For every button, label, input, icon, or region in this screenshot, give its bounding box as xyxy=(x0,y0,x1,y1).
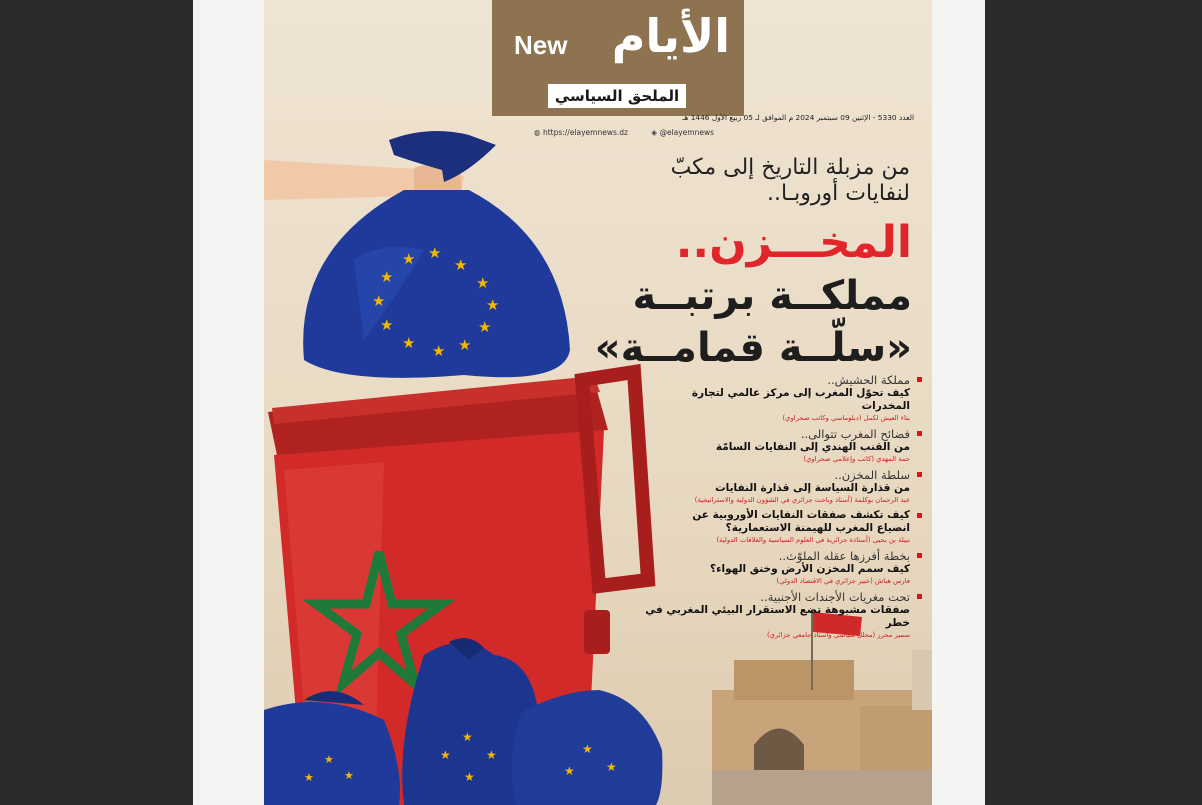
story-item[interactable] xyxy=(642,373,922,423)
story-author: عبد الرحمان بوكلمة (أستاذ وباحث جزائري في الشؤون الدولية والاستراتيجية) xyxy=(694,496,910,504)
magazine-cover xyxy=(264,0,932,805)
story-item[interactable] xyxy=(642,468,922,505)
story-kicker: تحت مغريات الأجندات الأجنبية.. xyxy=(760,590,910,604)
star-icon: ★ xyxy=(372,292,386,310)
main-headline xyxy=(492,216,912,374)
star-icon: ★ xyxy=(582,742,593,756)
star-icon: ★ xyxy=(304,771,314,784)
star-icon: ★ xyxy=(428,244,442,262)
supplement-label: الملحق السياسي xyxy=(548,84,686,108)
story-title: كيف تحوّل المغرب إلى مركز عالمي لتجارة المخدرات xyxy=(691,387,910,412)
story-title: صفقات مشبوهة تضع الاستقرار البيئي المغربي في خطر xyxy=(645,604,910,629)
globe-icon: ◍ xyxy=(534,128,543,137)
website-link[interactable]: ◍ https://elayemnews.dz xyxy=(534,128,628,137)
star-icon: ★ xyxy=(440,748,451,762)
star-icon: ★ xyxy=(476,274,490,292)
masthead xyxy=(492,0,744,116)
contact-links xyxy=(534,128,714,137)
headline-line-3: «سلّــة قمامــة» xyxy=(594,325,912,371)
headline-line-1: المخـــزن.. xyxy=(675,217,912,268)
story-author: نبيلة بن يحيى (أستاذة جزائرية في العلوم السياسية والعلاقات الدولية) xyxy=(716,536,910,544)
star-icon: ★ xyxy=(458,336,472,354)
headline-line-2: مملكــة برتبــة xyxy=(632,273,912,319)
star-icon: ★ xyxy=(478,318,492,336)
star-icon: ★ xyxy=(454,256,468,274)
star-icon: ★ xyxy=(380,268,394,286)
story-kicker: فضائح المغرب تتوالى.. xyxy=(800,427,910,441)
story-author: سمير محرز (محلل سياسي وأستاذ جامعي جزائري) xyxy=(766,631,910,639)
story-title: انصياع المغرب للهيمنة الاستعمارية؟ xyxy=(725,522,910,534)
story-author: بناء العيش لكمل (دبلوماسي وكاتب صحراوي) xyxy=(782,414,910,422)
star-icon: ★ xyxy=(606,760,617,774)
star-icon: ★ xyxy=(486,296,500,314)
story-item[interactable] xyxy=(642,509,922,545)
story-author: فارس هباش (خبير جزائري في الاقتصاد الدولي) xyxy=(776,577,910,585)
kicker-line-1: من مزبلة التاريخ إلى مكبّ xyxy=(670,155,910,180)
star-icon: ★ xyxy=(402,334,416,352)
star-icon: ★ xyxy=(402,250,416,268)
issue-line: العدد 5330 - الإثنين 09 سبتمبر 2024 م الموافق لـ 05 ربيع الأول 1446 هـ xyxy=(682,113,914,122)
headline-kicker xyxy=(570,155,910,207)
masthead-title: الأيام xyxy=(611,9,730,63)
star-icon: ★ xyxy=(324,753,334,766)
star-icon: ★ xyxy=(380,316,394,334)
star-icon: ★ xyxy=(344,769,354,782)
star-icon: ★ xyxy=(462,730,473,744)
social-link[interactable]: ◈ @elayemnews xyxy=(651,128,714,137)
story-title: من قذارة السياسة إلى قذارة النفايات xyxy=(715,482,910,494)
story-item[interactable] xyxy=(642,427,922,464)
story-list xyxy=(642,373,922,644)
story-kicker: سلطة المخزن.. xyxy=(834,468,910,482)
kicker-line-2: لنفايات أوروبـا.. xyxy=(767,181,910,206)
story-item[interactable] xyxy=(642,549,922,586)
story-title: من القنب الهندي إلى النفايات السامّة xyxy=(715,441,910,453)
social-icon: ◈ xyxy=(651,128,660,137)
story-title: كيف سمم المخزن الأرض وخنق الهواء؟ xyxy=(710,563,910,575)
story-item[interactable] xyxy=(642,590,922,640)
star-icon: ★ xyxy=(564,764,575,778)
story-author: حمة المهدي (كاتب وإعلامي صحراوي) xyxy=(803,455,910,463)
star-icon: ★ xyxy=(464,770,475,784)
story-kicker: بخطة أفرزها عقله الملوّث.. xyxy=(778,549,910,563)
story-kicker: كيف تكشف صفقات النفايات الأوروبية عن xyxy=(692,509,910,521)
star-icon: ★ xyxy=(432,342,446,360)
palace-building xyxy=(712,660,932,805)
story-kicker: مملكة الحشيش.. xyxy=(827,373,910,387)
star-icon: ★ xyxy=(486,748,497,762)
masthead-new-label: New xyxy=(514,30,568,60)
